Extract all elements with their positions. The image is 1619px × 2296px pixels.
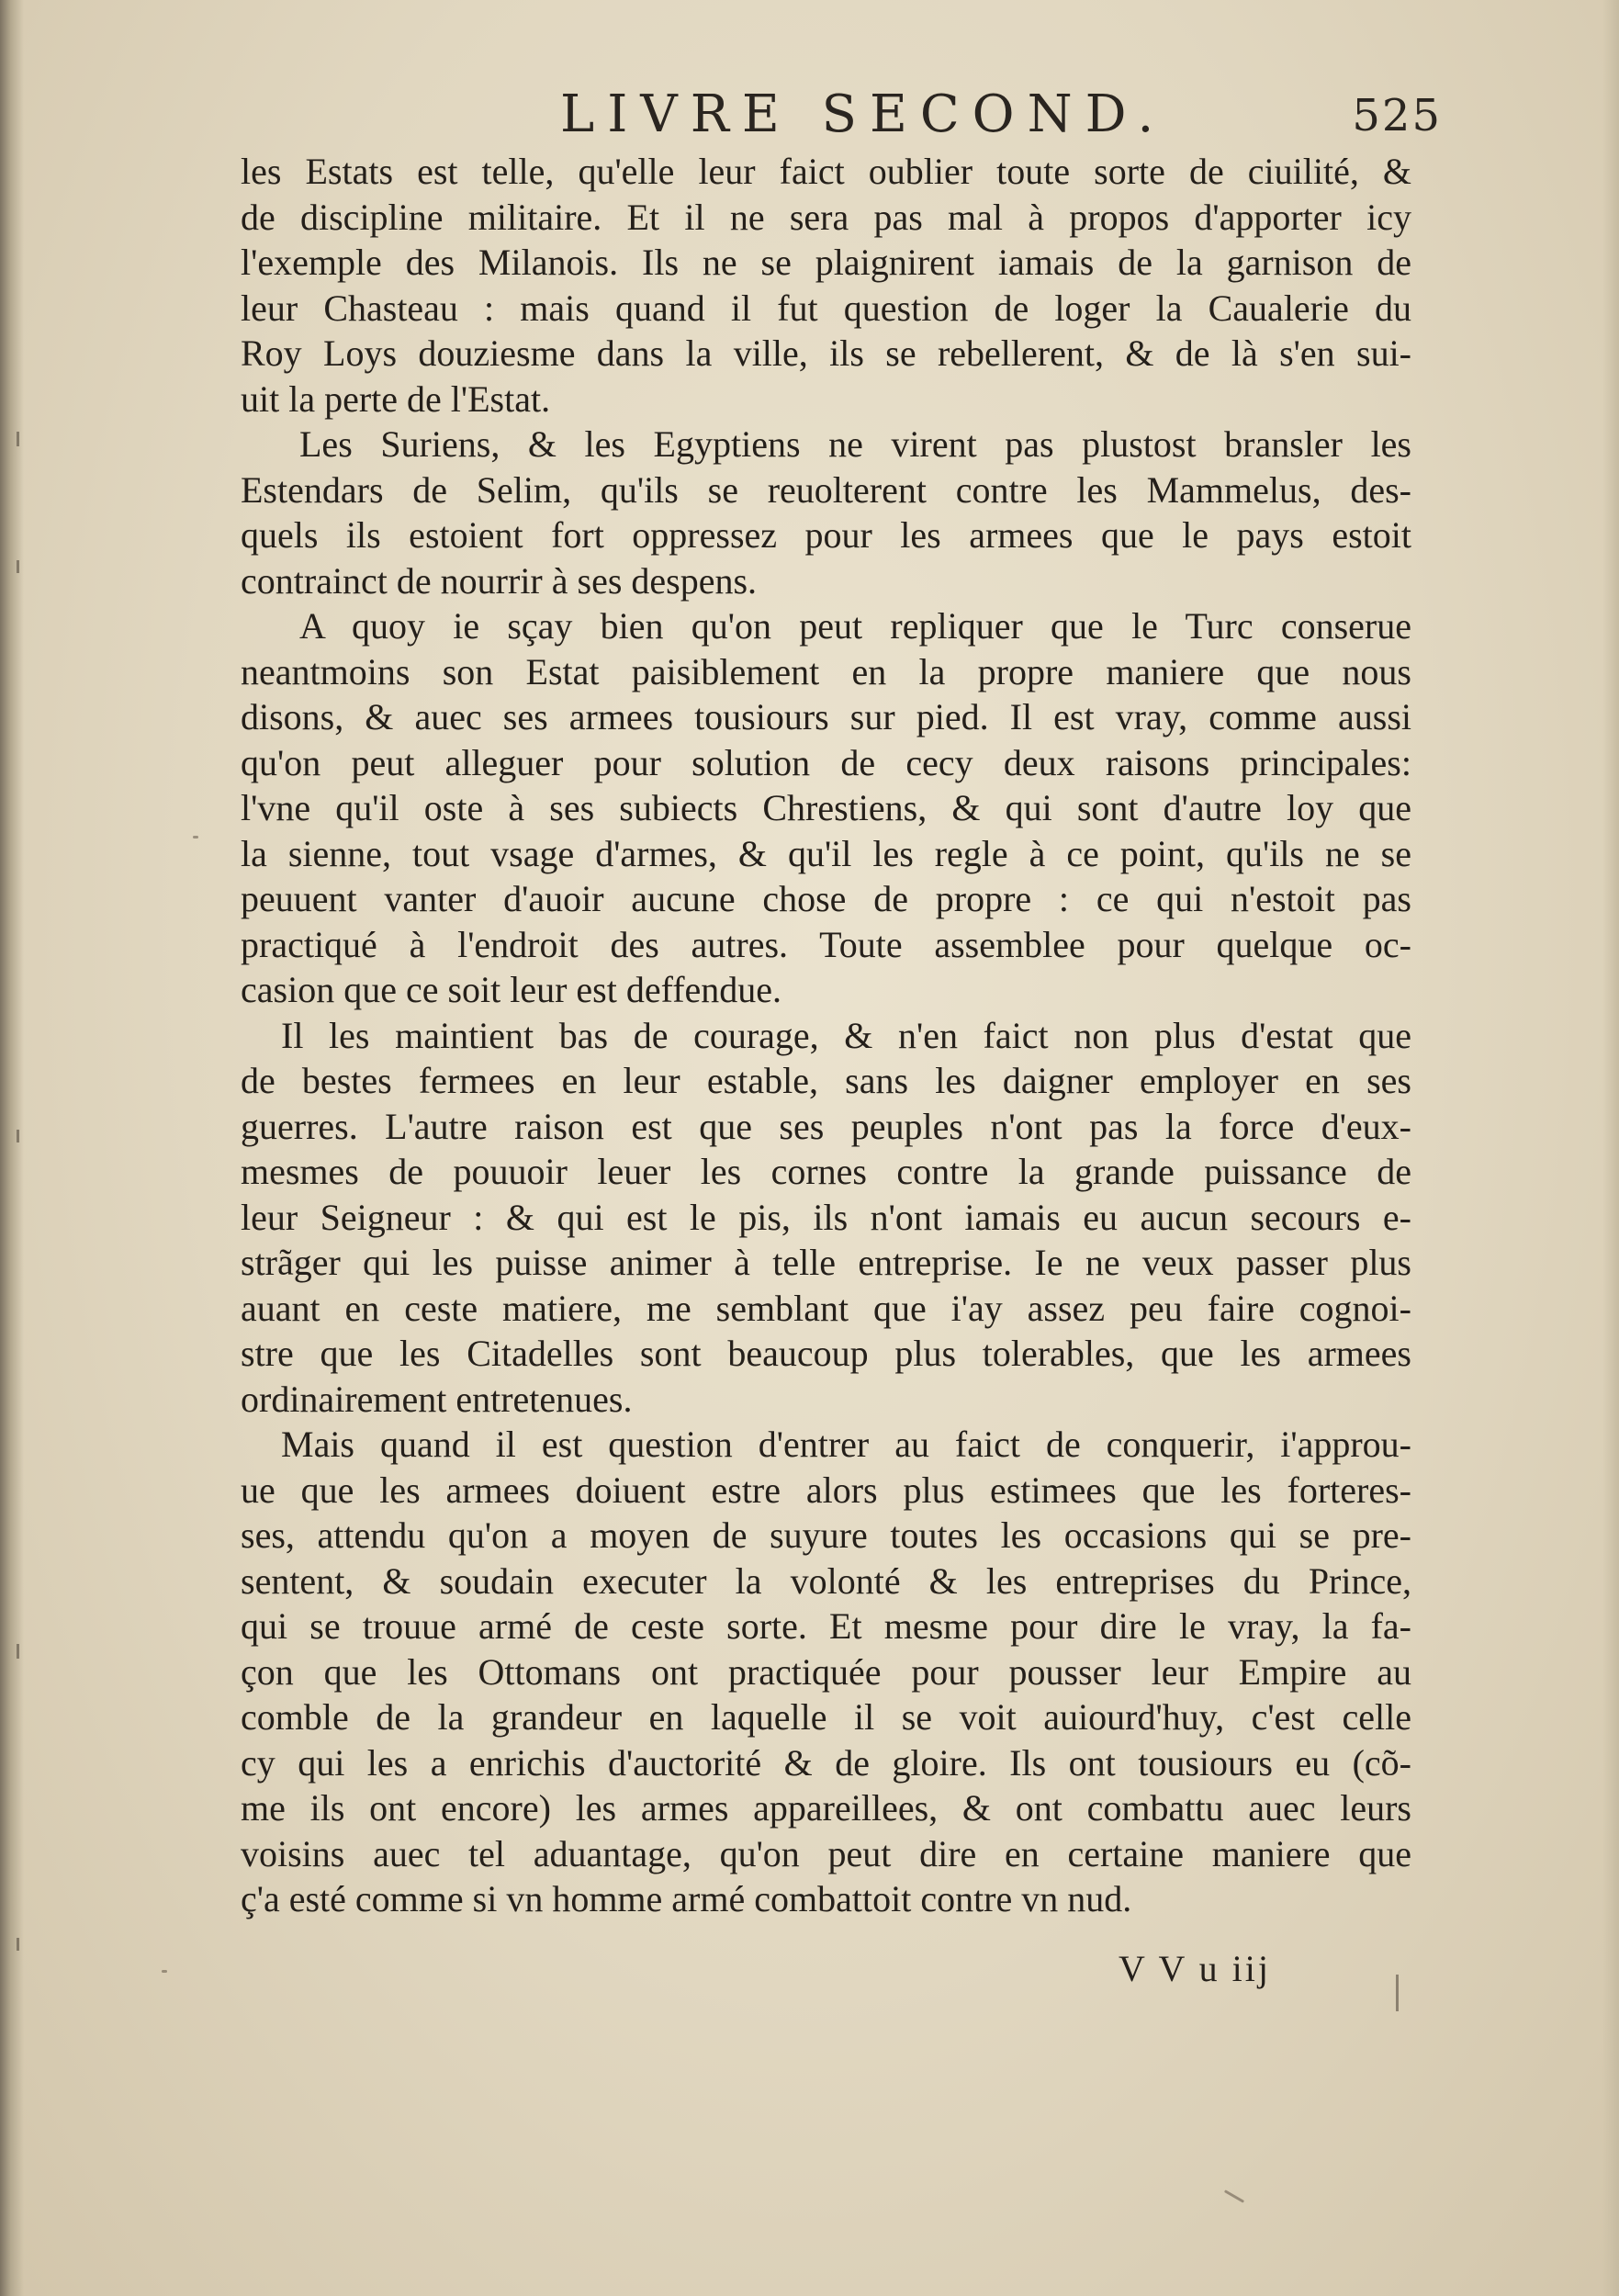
page-edge	[1602, 0, 1619, 2296]
text-line: Roy Loys douziesme dans la ville, ils se rebellerent, & de là s'en sui-	[241, 332, 1411, 374]
text-line: voisins auec tel aduantage, qu'on peut dire en certaine maniere que	[241, 1832, 1411, 1874]
text-line: ç'a esté comme si vn homme armé combattoit contre vn nud.	[241, 1878, 1132, 1919]
margin-tick	[17, 1938, 19, 1951]
paragraph-start-line: A quoy ie sçay bien qu'on peut repliquer que le Turc conserue	[299, 605, 1411, 647]
text-line: leur Chasteau : mais quand il fut question de loger la Caualerie du	[241, 287, 1411, 329]
text-line: auant en ceste matiere, me semblant que i'ay assez peu faire cognoi-	[241, 1287, 1411, 1329]
text-line: casion que ce soit leur est deffendue.	[241, 969, 782, 1010]
margin-tick	[17, 560, 19, 573]
text-line: leur Seigneur : & qui est le pis, ils n'ont iamais eu aucun secours e-	[241, 1196, 1411, 1238]
text-line: les Estats est telle, qu'elle leur faict oublier toute sorte de ciuilité, &	[241, 151, 1411, 192]
text-line: l'exemple des Milanois. Ils ne se plaignirent iamais de la garnison de	[241, 242, 1411, 283]
text-line: ses, attendu qu'on a moyen de suyure toutes les occasions qui se pre-	[241, 1514, 1411, 1556]
text-line: quels ils estoient fort oppressez pour les armees que le pays estoit	[241, 514, 1411, 556]
text-line: contrainct de nourrir à ses despens.	[241, 559, 758, 602]
paper-speck	[162, 1970, 167, 1973]
running-title: LIVRE SECOND.	[560, 84, 1167, 144]
text-line: peuuent vanter d'auoir aucune chose de propre : ce qui n'estoit pas	[241, 878, 1411, 919]
text-line: ordinairement entretenues.	[241, 1378, 633, 1420]
text-line: strãger qui les puisse animer à telle entreprise. Ie ne veux passer plus	[241, 1242, 1411, 1283]
paragraph-start-line: Les Suriens, & les Egyptiens ne virent pas plustost bransler les	[299, 423, 1411, 465]
text-line: qui se trouue armé de ceste sorte. Et mesme pour dire le vray, la fa-	[241, 1605, 1411, 1647]
text-line: ue que les armees doiuent estre alors plus estimees que les forteres-	[241, 1469, 1411, 1511]
text-line: Estendars de Selim, qu'ils se reuolterent contre les Mammelus, des-	[241, 468, 1411, 511]
margin-tick	[17, 432, 19, 446]
text-line: stre que les Citadelles sont beaucoup plus tolerables, que les armees	[241, 1333, 1411, 1374]
text-line: cy qui les a enrichis d'auctorité & de gloire. Ils ont tousiours eu (cõ-	[241, 1741, 1411, 1784]
paper-speck	[1224, 2189, 1244, 2203]
text-line: neantmoins son Estat paisiblement en la propre maniere que nous	[241, 650, 1411, 692]
text-line: mesmes de pouuoir leuer les cornes contre la grande puissance de	[241, 1151, 1411, 1192]
text-line: l'vne qu'il oste à ses subiects Chrestiens, & qui sont d'autre loy que	[241, 787, 1411, 828]
binding-shadow	[0, 0, 24, 2296]
text-line: de bestes fermees en leur estable, sans les daigner employer en ses	[241, 1060, 1411, 1101]
signature-mark: V V u iij	[1119, 1948, 1271, 1989]
text-line: disons, & auec ses armees tousiours sur pied. Il est vray, comme aussi	[241, 696, 1411, 737]
body-text	[241, 149, 1411, 1922]
page-header	[230, 84, 1442, 158]
paper-speck	[193, 836, 198, 838]
paragraph-start-line: Il les maintient bas de courage, & n'en faict non plus d'estat que	[281, 1014, 1411, 1056]
paragraph-start-line: Mais quand il est question d'entrer au faict de conquerir, i'approu-	[281, 1424, 1411, 1465]
margin-tick	[17, 1644, 19, 1659]
text-line: sentent, & soudain executer la volonté & les entreprises du Prince,	[241, 1559, 1411, 1602]
margin-tick	[17, 1130, 19, 1142]
text-line: guerres. L'autre raison est que ses peuples n'ont pas la force d'eux-	[241, 1105, 1411, 1147]
text-line: qu'on peut alleguer pour solution de cecy deux raisons principales:	[241, 741, 1411, 783]
page-number: 525	[1352, 90, 1442, 141]
text-line: uit la perte de l'Estat.	[241, 377, 551, 420]
text-line: çon que les Ottomans ont practiquée pour pousser leur Empire au	[241, 1650, 1411, 1693]
text-line: me ils ont encore) les armes appareillees, & ont combattu auec leurs	[241, 1787, 1411, 1829]
text-line: practiqué à l'endroit des autres. Toute assemblee pour quelque oc-	[241, 923, 1411, 965]
text-line: la sienne, tout vsage d'armes, & qu'il les regle à ce point, qu'ils ne se	[241, 832, 1411, 874]
margin-tick	[1396, 1975, 1399, 2011]
text-line: comble de la grandeur en laquelle il se voit auiourd'huy, c'est celle	[241, 1696, 1411, 1738]
text-line: de discipline militaire. Et il ne sera pas mal à propos d'apporter icy	[241, 196, 1411, 238]
